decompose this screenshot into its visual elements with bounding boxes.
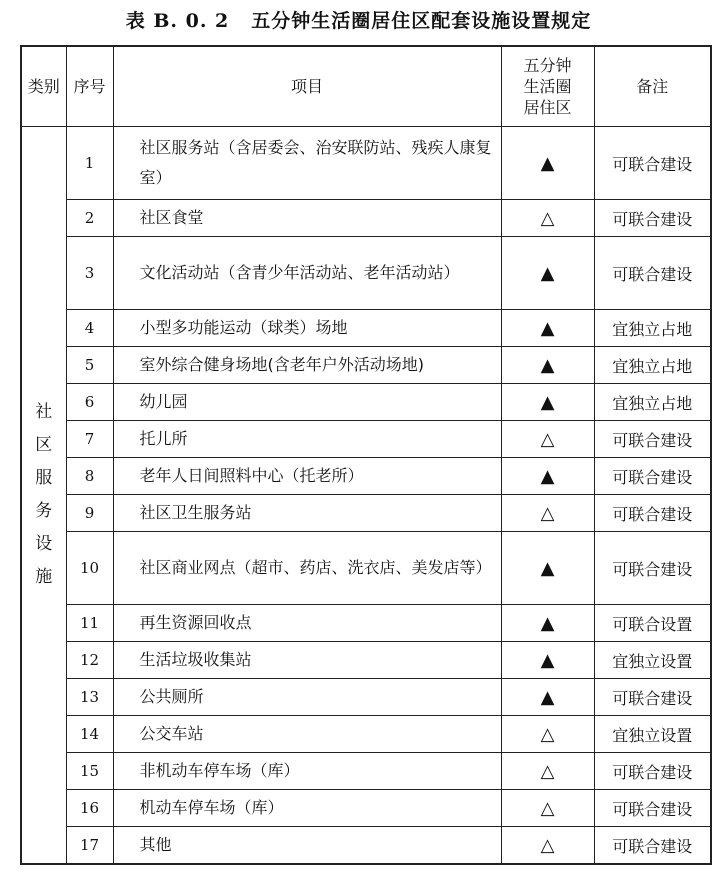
note-cell: 可联合建设 <box>594 827 711 865</box>
item-cell: 机动车停车场（库） <box>113 790 501 827</box>
seq-cell: 14 <box>66 716 113 753</box>
table-title-text: 五分钟生活圈居住区配套设施设置规定 <box>251 10 592 32</box>
seq-cell: 6 <box>66 384 113 421</box>
note-cell: 可联合建设 <box>594 790 711 827</box>
item-cell: 再生资源回收点 <box>113 605 501 642</box>
table-row <box>21 127 711 200</box>
note-cell: 宜独立占地 <box>594 310 711 347</box>
table-row <box>21 790 711 827</box>
mark-cell: ▲ <box>501 347 594 384</box>
table-number: 表 B. 0. 2 <box>125 10 230 32</box>
table-body <box>21 127 711 865</box>
table-row <box>21 237 711 310</box>
header-note: 备注 <box>594 46 711 127</box>
facility-table <box>20 45 712 865</box>
seq-cell: 1 <box>66 127 113 200</box>
mark-cell: ▲ <box>501 532 594 605</box>
mark-cell: ▲ <box>501 384 594 421</box>
note-cell: 宜独立设置 <box>594 716 711 753</box>
item-cell: 小型多功能运动（球类）场地 <box>113 310 501 347</box>
category-char: 施 <box>35 567 53 587</box>
note-cell: 可联合建设 <box>594 458 711 495</box>
table-row <box>21 827 711 865</box>
item-cell: 社区商业网点（超市、药店、洗衣店、美发店等） <box>113 532 501 605</box>
mark-cell: △ <box>501 421 594 458</box>
note-cell: 宜独立设置 <box>594 642 711 679</box>
category-char: 服 <box>35 468 53 488</box>
mark-cell: ▲ <box>501 679 594 716</box>
mark-cell: △ <box>501 827 594 865</box>
mark-cell: △ <box>501 716 594 753</box>
mark-cell: ▲ <box>501 237 594 310</box>
mark-cell: △ <box>501 753 594 790</box>
seq-cell: 15 <box>66 753 113 790</box>
mark-cell: △ <box>501 495 594 532</box>
mark-cell: ▲ <box>501 310 594 347</box>
seq-cell: 17 <box>66 827 113 865</box>
table-row <box>21 310 711 347</box>
item-cell: 社区食堂 <box>113 200 501 237</box>
header-row <box>21 46 711 127</box>
header-seq: 序号 <box>66 46 113 127</box>
header-level-line: 居住区 <box>523 98 572 117</box>
note-cell: 可联合建设 <box>594 200 711 237</box>
note-cell: 可联合建设 <box>594 237 711 310</box>
item-cell: 社区卫生服务站 <box>113 495 501 532</box>
table-row <box>21 642 711 679</box>
note-cell: 可联合建设 <box>594 421 711 458</box>
mark-cell: ▲ <box>501 642 594 679</box>
note-cell: 可联合建设 <box>594 532 711 605</box>
category-char: 务 <box>35 501 53 521</box>
note-cell: 可联合建设 <box>594 495 711 532</box>
category-char: 社 <box>35 402 53 422</box>
item-cell: 非机动车停车场（库） <box>113 753 501 790</box>
category-char: 区 <box>35 435 53 455</box>
mark-cell: △ <box>501 790 594 827</box>
table-row <box>21 495 711 532</box>
item-cell: 公交车站 <box>113 716 501 753</box>
table-row <box>21 605 711 642</box>
seq-cell: 3 <box>66 237 113 310</box>
mark-cell: ▲ <box>501 127 594 200</box>
header-item: 项目 <box>113 46 501 127</box>
mark-cell: ▲ <box>501 605 594 642</box>
seq-cell: 11 <box>66 605 113 642</box>
item-cell: 幼儿园 <box>113 384 501 421</box>
seq-cell: 5 <box>66 347 113 384</box>
seq-cell: 10 <box>66 532 113 605</box>
header-level-line: 生活圈 <box>523 77 572 96</box>
header-level <box>501 46 594 127</box>
item-cell: 其他 <box>113 827 501 865</box>
seq-cell: 2 <box>66 200 113 237</box>
item-cell: 室外综合健身场地(含老年户外活动场地) <box>113 347 501 384</box>
item-cell: 公共厕所 <box>113 679 501 716</box>
item-cell: 托儿所 <box>113 421 501 458</box>
note-cell: 宜独立占地 <box>594 347 711 384</box>
seq-cell: 9 <box>66 495 113 532</box>
table-row <box>21 679 711 716</box>
seq-cell: 8 <box>66 458 113 495</box>
note-cell: 可联合设置 <box>594 605 711 642</box>
table-row <box>21 347 711 384</box>
table-row <box>21 458 711 495</box>
item-cell: 文化活动站（含青少年活动站、老年活动站） <box>113 237 501 310</box>
seq-cell: 16 <box>66 790 113 827</box>
table-row <box>21 421 711 458</box>
item-cell: 老年人日间照料中心（托老所） <box>113 458 501 495</box>
table-row <box>21 200 711 237</box>
mark-cell: ▲ <box>501 458 594 495</box>
item-cell: 生活垃圾收集站 <box>113 642 501 679</box>
table-row <box>21 753 711 790</box>
note-cell: 宜独立占地 <box>594 384 711 421</box>
seq-cell: 4 <box>66 310 113 347</box>
seq-cell: 7 <box>66 421 113 458</box>
category-char: 设 <box>35 534 53 554</box>
note-cell: 可联合建设 <box>594 679 711 716</box>
header-category: 类别 <box>21 46 66 127</box>
seq-cell: 13 <box>66 679 113 716</box>
mark-cell: △ <box>501 200 594 237</box>
table-title <box>0 6 717 33</box>
table-row <box>21 532 711 605</box>
table-row <box>21 384 711 421</box>
seq-cell: 12 <box>66 642 113 679</box>
note-cell: 可联合建设 <box>594 127 711 200</box>
table-row <box>21 716 711 753</box>
note-cell: 可联合建设 <box>594 753 711 790</box>
category-cell <box>21 127 66 865</box>
item-cell: 社区服务站（含居委会、治安联防站、残疾人康复室） <box>113 127 501 200</box>
header-level-line: 五分钟 <box>523 56 572 75</box>
